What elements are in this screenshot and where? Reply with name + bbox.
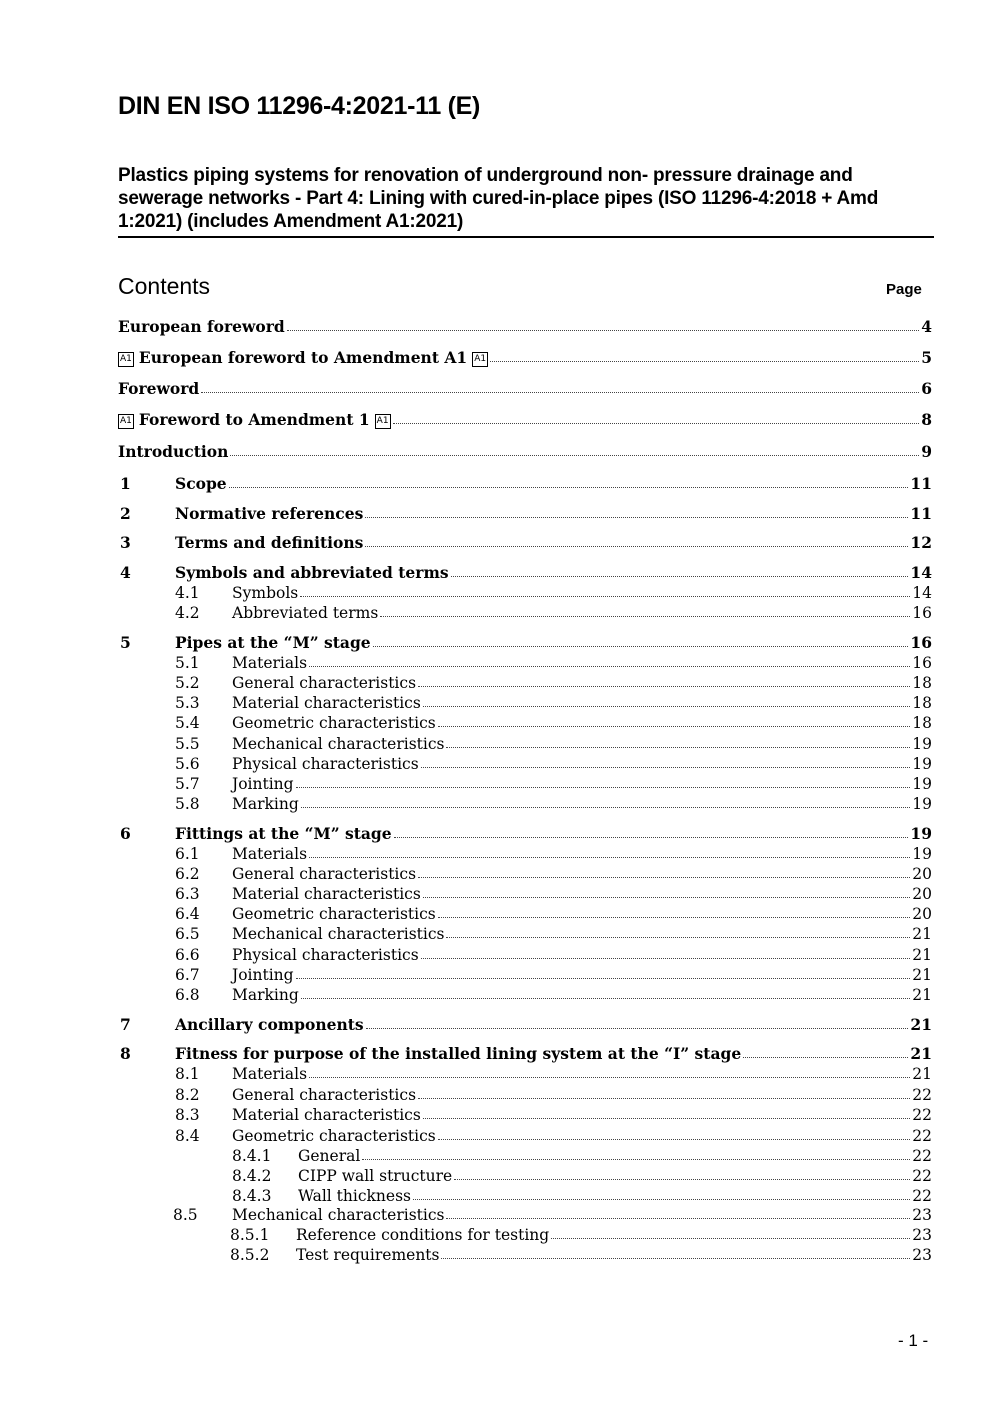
toc-entry-label: General characteristics [232, 1086, 417, 1104]
toc-entry-label: Symbols [232, 584, 299, 602]
document-subtitle: Plastics piping systems for renovation of underground non- pressure drainage and sewerage networks - Part 4: Lining with cured-in-place pipes (ISO 11296-4:2018 + Amd 1:2021) (includes Amendment A1:2021) [118, 164, 934, 238]
toc-entry-number: 6.6 [175, 946, 200, 964]
toc-entry-page: 21 [910, 1044, 932, 1063]
toc-entry[interactable] [118, 652, 932, 672]
toc-entry[interactable] [118, 944, 932, 964]
toc-entry[interactable] [118, 1145, 932, 1165]
toc-entry[interactable] [118, 733, 932, 753]
toc-entry[interactable] [118, 562, 932, 582]
toc-entry[interactable] [118, 753, 932, 773]
toc-entry-number: 6 [120, 824, 131, 843]
toc-dot-leader [423, 897, 910, 898]
toc-entry-label: Symbols and abbreviated terms [175, 563, 449, 582]
toc-entry[interactable] [118, 602, 932, 622]
toc-dot-leader [421, 958, 911, 959]
toc-entry[interactable] [118, 1043, 932, 1063]
toc-entry-page: 19 [912, 775, 932, 793]
toc-entry-number: 4 [120, 563, 131, 582]
toc-entry[interactable] [118, 409, 932, 429]
toc-entry-label: Material characteristics [232, 1106, 421, 1124]
toc-entry-page: 20 [912, 905, 932, 923]
toc-entry[interactable] [118, 1014, 932, 1034]
toc-entry[interactable] [118, 1104, 932, 1124]
toc-entry-label: Mechanical characteristics [232, 1206, 445, 1224]
toc-entry-page: 19 [912, 795, 932, 813]
toc-dot-leader [373, 646, 909, 647]
toc-entry-page: 22 [912, 1127, 932, 1145]
toc-entry-number: 8.5.2 [230, 1246, 270, 1264]
toc-dot-leader [551, 1238, 910, 1239]
toc-entry-label: Physical characteristics [232, 946, 419, 964]
toc-entry[interactable] [118, 823, 932, 843]
toc-dot-leader [743, 1057, 908, 1058]
toc-dot-leader [300, 596, 910, 597]
toc-entry-label: Geometric characteristics [232, 714, 436, 732]
toc-entry-page: 5 [921, 348, 932, 367]
toc-dot-leader [230, 455, 919, 456]
toc-entry-label: Geometric characteristics [232, 905, 436, 923]
toc-entry-page: 22 [912, 1167, 932, 1185]
toc-entry[interactable] [118, 1125, 932, 1145]
toc-entry-label: Jointing [232, 966, 294, 984]
toc-dot-leader [309, 857, 910, 858]
toc-entry-number: 6.8 [175, 986, 200, 1004]
toc-dot-leader [380, 616, 910, 617]
toc-entry-number: 7 [120, 1015, 131, 1034]
toc-entry-page: 22 [912, 1106, 932, 1124]
toc-entry-page: 18 [912, 674, 932, 692]
toc-entry-label: Reference conditions for testing [296, 1226, 550, 1244]
amendment-end-marker: A1 [375, 414, 391, 429]
toc-entry-number: 3 [120, 533, 131, 552]
toc-dot-leader [418, 1098, 910, 1099]
toc-entry[interactable] [118, 1084, 932, 1104]
toc-entry-label: Pipes at the “M” stage [175, 633, 371, 652]
toc-entry-label: Material characteristics [232, 694, 421, 712]
toc-entry-page: 9 [921, 442, 932, 461]
toc-entry-number: 5.8 [175, 795, 200, 813]
toc-dot-leader [394, 837, 909, 838]
toc-entry-label: Foreword [118, 379, 200, 398]
toc-entry-number: 4.2 [175, 604, 200, 622]
toc-dot-leader [446, 1218, 910, 1219]
toc-entry-label: General characteristics [232, 674, 417, 692]
toc-entry-number: 6.7 [175, 966, 200, 984]
toc-entry-label: Fitness for purpose of the installed lining system at the “I” stage [175, 1044, 742, 1063]
toc-entry-label: Material characteristics [232, 885, 421, 903]
toc-entry-page: 21 [912, 1065, 932, 1083]
toc-entry-page: 11 [910, 474, 932, 493]
page-column-heading: Page [886, 281, 922, 298]
toc-entry-label: CIPP wall structure [298, 1167, 453, 1185]
toc-entry-number: 8.2 [175, 1086, 200, 1104]
toc-dot-leader [418, 686, 910, 687]
toc-entry[interactable] [118, 964, 932, 984]
toc-entry[interactable] [118, 582, 932, 602]
toc-entry-label: Physical characteristics [232, 755, 419, 773]
toc-entry[interactable] [118, 1244, 932, 1264]
toc-dot-leader [446, 747, 910, 748]
toc-entry-page: 18 [912, 714, 932, 732]
toc-entry[interactable] [118, 532, 932, 552]
toc-entry-page: 23 [912, 1246, 932, 1264]
toc-entry-label: Scope [175, 474, 227, 493]
toc-entry[interactable] [118, 1185, 932, 1205]
toc-entry-page: 11 [910, 504, 932, 523]
toc-dot-leader [413, 1199, 910, 1200]
toc-entry-number: 5.3 [175, 694, 200, 712]
toc-entry-number: 5.7 [175, 775, 200, 793]
toc-entry-label: Ancillary components [175, 1015, 364, 1034]
toc-entry-label: Marking [232, 986, 299, 1004]
toc-dot-leader [454, 1179, 910, 1180]
toc-dot-leader [287, 330, 919, 331]
toc-entry-label: Marking [232, 795, 299, 813]
toc-entry[interactable] [118, 863, 932, 883]
toc-entry[interactable] [118, 378, 932, 398]
toc-entry[interactable] [118, 473, 932, 493]
toc-entry-page: 4 [921, 317, 932, 336]
contents-heading: Contents [118, 273, 211, 299]
toc-entry[interactable] [118, 1204, 932, 1224]
toc-entry[interactable] [118, 883, 932, 903]
toc-entry-label: Fittings at the “M” stage [175, 824, 392, 843]
toc-dot-leader [423, 1118, 910, 1119]
toc-entry-page: 12 [910, 533, 932, 552]
toc-entry-label: General characteristics [232, 865, 417, 883]
toc-entry[interactable] [118, 1224, 932, 1244]
toc-dot-leader [301, 807, 910, 808]
toc-entry[interactable] [118, 632, 932, 652]
toc-entry-page: 23 [912, 1206, 932, 1224]
toc-entry-number: 8.3 [175, 1106, 200, 1124]
toc-entry[interactable] [118, 672, 932, 692]
toc-entry-page: 16 [912, 604, 932, 622]
toc-entry-number: 8 [120, 1044, 131, 1063]
toc-entry-page: 19 [912, 845, 932, 863]
toc-entry-number: 5 [120, 633, 131, 652]
toc-entry-number: 6.1 [175, 845, 200, 863]
toc-entry-number: 8.4.1 [232, 1147, 272, 1165]
toc-dot-leader [418, 877, 910, 878]
toc-entry-number: 2 [120, 504, 131, 523]
amendment-start-marker: A1 [118, 414, 134, 429]
toc-entry[interactable] [118, 923, 932, 943]
toc-dot-leader [201, 392, 919, 393]
toc-dot-leader [366, 1028, 909, 1029]
toc-entry-page: 21 [912, 986, 932, 1004]
toc-entry-number: 5.4 [175, 714, 200, 732]
toc-entry-label: Mechanical characteristics [232, 735, 445, 753]
toc-entry-number: 6.5 [175, 925, 200, 943]
toc-entry-page: 21 [912, 925, 932, 943]
toc-entry-number: 8.4 [175, 1127, 200, 1145]
toc-entry-page: 19 [912, 735, 932, 753]
toc-entry-page: 22 [912, 1147, 932, 1165]
toc-entry-label: Mechanical characteristics [232, 925, 445, 943]
toc-entry-label: Terms and definitions [175, 533, 364, 552]
toc-entry-number: 8.4.2 [232, 1167, 272, 1185]
toc-entry-number: 8.4.3 [232, 1187, 272, 1205]
toc-entry-number: 8.5 [173, 1206, 198, 1224]
toc-entry-number: 5.5 [175, 735, 200, 753]
toc-dot-leader [362, 1159, 910, 1160]
toc-entry-number: 4.1 [175, 584, 200, 602]
toc-dot-leader [441, 1258, 910, 1259]
toc-entry-page: 19 [912, 755, 932, 773]
toc-entry-label: Materials [232, 1065, 308, 1083]
toc-entry-label: Test requirements [296, 1246, 440, 1264]
toc-entry-page: 6 [921, 379, 932, 398]
toc-dot-leader [438, 917, 911, 918]
toc-entry-number: 5.1 [175, 654, 200, 672]
toc-entry-page: 20 [912, 885, 932, 903]
toc-entry-page: 21 [912, 946, 932, 964]
toc-entry-page: 8 [921, 410, 932, 429]
toc-entry-page: 19 [910, 824, 932, 843]
toc-dot-leader [301, 998, 910, 999]
toc-entry-page: 16 [910, 633, 932, 652]
toc-entry-number: 8.5.1 [230, 1226, 270, 1244]
toc-entry-label: General [298, 1147, 361, 1165]
toc-entry-number: 6.4 [175, 905, 200, 923]
toc-dot-leader [393, 423, 920, 424]
toc-dot-leader [296, 978, 911, 979]
toc-entry[interactable] [118, 984, 932, 1004]
toc-entry[interactable] [118, 503, 932, 523]
toc-entry[interactable] [118, 441, 932, 461]
toc-entry-number: 6.3 [175, 885, 200, 903]
toc-dot-leader [309, 666, 910, 667]
toc-entry[interactable] [118, 773, 932, 793]
toc-entry-page: 16 [912, 654, 932, 672]
toc-entry[interactable] [118, 316, 932, 336]
toc-dot-leader [438, 1139, 911, 1140]
toc-entry-number: 8.1 [175, 1065, 200, 1083]
toc-dot-leader [365, 517, 908, 518]
page-number-footer: - 1 - [898, 1331, 929, 1350]
toc-dot-leader [451, 576, 909, 577]
toc-entry-label: Wall thickness [298, 1187, 411, 1205]
toc-entry-number: 6.2 [175, 865, 200, 883]
toc-entry[interactable] [118, 1063, 932, 1083]
toc-entry[interactable] [118, 692, 932, 712]
toc-dot-leader [296, 787, 911, 788]
amendment-start-marker: A1 [118, 352, 134, 367]
toc-entry-label: Foreword to Amendment 1 [138, 410, 370, 429]
toc-entry-number: 1 [120, 474, 131, 493]
toc-entry-label: European foreword to Amendment A1 [138, 348, 468, 367]
toc-entry-label: Jointing [232, 775, 294, 793]
toc-entry-page: 14 [910, 563, 932, 582]
toc-dot-leader [490, 361, 919, 362]
toc-entry[interactable] [118, 793, 932, 813]
toc-dot-leader [309, 1077, 910, 1078]
toc-entry[interactable] [118, 1165, 932, 1185]
toc-entry-label: Geometric characteristics [232, 1127, 436, 1145]
toc-entry-page: 18 [912, 694, 932, 712]
toc-entry-label: Materials [232, 654, 308, 672]
amendment-end-marker: A1 [472, 352, 488, 367]
toc-entry-page: 22 [912, 1187, 932, 1205]
toc-entry[interactable] [118, 712, 932, 732]
toc-dot-leader [438, 726, 911, 727]
toc-dot-leader [229, 487, 909, 488]
toc-entry[interactable] [118, 843, 932, 863]
toc-dot-leader [423, 706, 910, 707]
toc-dot-leader [446, 937, 910, 938]
toc-entry-page: 14 [912, 584, 932, 602]
toc-entry-number: 5.2 [175, 674, 200, 692]
toc-entry-number: 5.6 [175, 755, 200, 773]
toc-entry-page: 21 [912, 966, 932, 984]
toc-entry[interactable] [118, 347, 932, 367]
toc-dot-leader [365, 546, 908, 547]
toc-entry-label: European foreword [118, 317, 285, 336]
toc-entry-page: 21 [910, 1015, 932, 1034]
toc-entry[interactable] [118, 903, 932, 923]
toc-entry-label: Introduction [118, 442, 229, 461]
toc-entry-page: 23 [912, 1226, 932, 1244]
toc-dot-leader [421, 767, 911, 768]
toc-entry-label: Materials [232, 845, 308, 863]
toc-entry-page: 20 [912, 865, 932, 883]
toc-entry-label: Abbreviated terms [232, 604, 379, 622]
document-title: DIN EN ISO 11296-4:2021-11 (E) [118, 92, 481, 120]
toc-entry-page: 22 [912, 1086, 932, 1104]
toc-entry-label: Normative references [175, 504, 364, 523]
